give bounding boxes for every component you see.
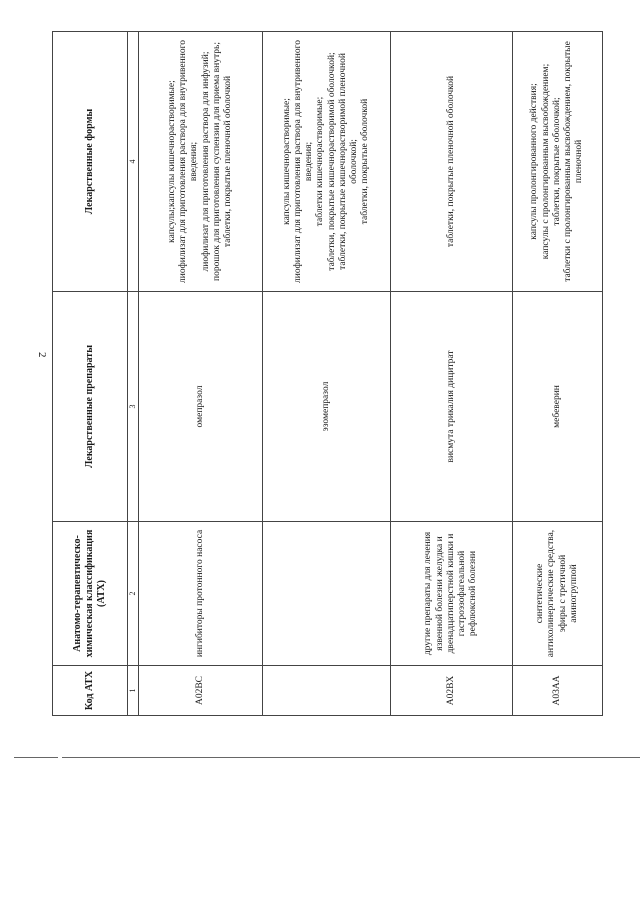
dosage-forms	[139, 32, 263, 292]
dosage-form: лиофилизат для приготовления раствора для внутривенного введения;	[178, 40, 200, 283]
column-number-row	[128, 32, 139, 716]
dosage-form: капсулы пролонгированного действия;	[529, 83, 540, 240]
atx-table	[52, 31, 603, 716]
page-number: 2	[36, 352, 48, 358]
column-number: 4	[128, 32, 139, 292]
dosage-form: таблетки, покрытые кишечнорастворимой пленочной оболочкой;	[337, 53, 359, 270]
atx-code: A03AA	[513, 666, 603, 716]
dosage-form: таблетки, покрытые пленочной оболочкой	[445, 75, 456, 248]
atx-code: A02BC	[139, 666, 263, 716]
dosage-form: таблетки, покрытые пленочной оболочкой	[222, 75, 233, 248]
dosage-forms	[391, 32, 513, 292]
column-number: 1	[128, 666, 139, 716]
dosage-form: таблетки, покрытые оболочкой	[360, 98, 371, 225]
drug-name: омепразол	[139, 292, 263, 522]
drug-name: эзомепразол	[263, 292, 391, 522]
dosage-form: таблетки, покрытые кишечнорастворимой оболочкой;	[326, 52, 337, 271]
atx-table-container	[52, 32, 602, 716]
atx-classification: синтетические антихолинергические средства, эфиры с третичной аминогруппой	[513, 522, 603, 666]
atx-code	[263, 666, 391, 716]
atx-classification: ингибиторы протонного насоса	[139, 522, 263, 666]
dosage-form: лиофилизат для приготовления раствора для инфузий; порошок для приготовления суспензии для приема внутрь;	[200, 42, 222, 281]
header-classification: Анатомо-терапевтическо-химическая классификация (АТХ)	[53, 522, 128, 666]
header-code: Код АТХ	[53, 666, 128, 716]
table-row	[391, 32, 513, 716]
separator-line	[14, 757, 58, 758]
header-drugs: Лекарственные препараты	[53, 292, 128, 522]
table-row	[139, 32, 263, 716]
dosage-form: лиофилизат для приготовления раствора для внутривенного введения;	[292, 40, 315, 283]
dosage-form: таблетки кишечнорастворимые;	[315, 96, 326, 227]
atx-code: A02BX	[391, 666, 513, 716]
table-row	[263, 32, 391, 716]
column-number: 3	[128, 292, 139, 522]
dosage-form: капсулы;капсулы кишечнорастворимые;	[166, 80, 177, 243]
dosage-forms	[263, 32, 391, 292]
dosage-form: капсулы с пролонгированным высвобождением;	[540, 63, 551, 260]
dosage-forms	[513, 32, 603, 292]
header-forms: Лекарственные формы	[53, 32, 128, 292]
dosage-form: таблетки, покрытые оболочкой;	[551, 97, 562, 226]
separator-line	[62, 757, 640, 758]
table-row	[513, 32, 603, 716]
dosage-form: таблетки с пролонгированным высвобождением, покрытые пленочной	[563, 41, 585, 282]
atx-classification: другие препараты для лечения язвенной болезни желудка и двенадцатиперстной кишки и гастроэзофагеальной рефлюксной болезни	[391, 522, 513, 666]
atx-classification	[263, 522, 391, 666]
drug-name: висмута трикалия дицитрат	[391, 292, 513, 522]
column-number: 2	[128, 522, 139, 666]
table-header-row	[53, 32, 128, 716]
dosage-form: капсулы кишечнорастворимые;	[281, 98, 292, 225]
drug-name: мебеверин	[513, 292, 603, 522]
